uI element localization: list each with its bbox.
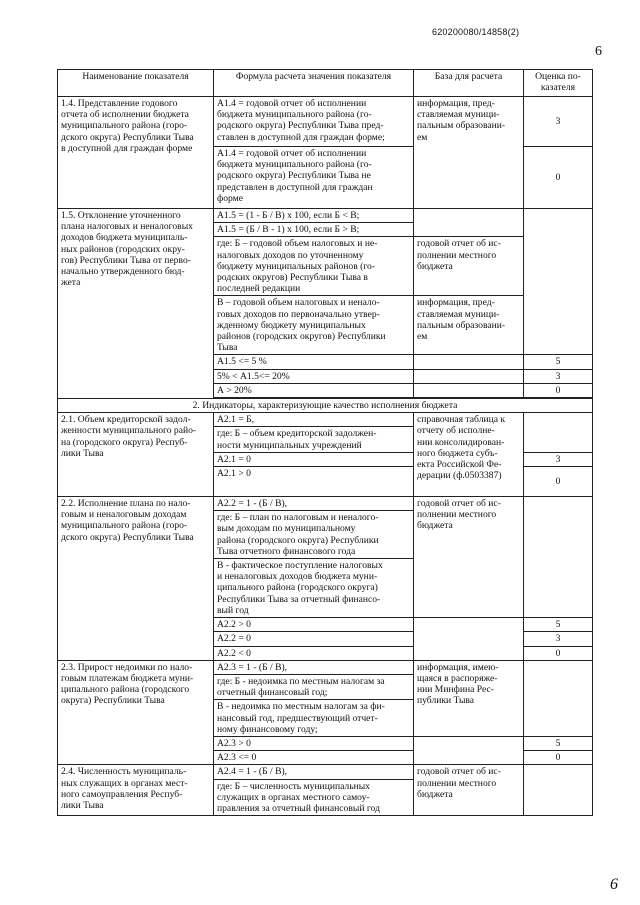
- formula-2-2-v-def: В - фактическое поступление налоговых и неналоговых доходов бюджета муни- ципального района (городского округа) Республики Тыва за отчетный финансо- вый год: [214, 559, 414, 618]
- table-row: [58, 765, 593, 779]
- formula-1-5-case2: А1.5 = (Б / В - 1) х 100, если Б > В;: [214, 223, 414, 237]
- section-row: [58, 399, 593, 413]
- condition-1-5-b: 5% < А1.5<= 20%: [214, 369, 414, 383]
- score-2-1-a: 3: [524, 452, 593, 466]
- indicator-2-1-name: 2.1. Объем кредиторской задол- женности муниципального райо- на (городского округа) Респуб- лики Тыва: [58, 413, 214, 497]
- base-2-3: информация, имею- щаяся в распоряже- нии Минфина Рес- публики Тыва: [414, 660, 524, 736]
- base-1-4: информация, пред- ставляемая муници- пальным образовани- ем: [414, 97, 524, 209]
- score-2-2-a: 5: [524, 618, 593, 632]
- base-2-2: годовой отчет об ис- полнении местного бюджета: [414, 497, 524, 618]
- formula-2-3-b-def: где: Б - недоимка по местным налогам за отчетный финансовый год;: [214, 674, 414, 699]
- empty-cell: [524, 413, 593, 453]
- score-2-3-b: 0: [524, 751, 593, 765]
- formula-1-4-presented: А1.4 = годовой отчет об исполнении бюджета муниципального района (го- родского округа) Республики Тыва пред- ставлен в доступной для граждан форме;: [214, 97, 414, 147]
- condition-2-3-a: А2.3 > 0: [214, 736, 414, 750]
- table-row: [58, 497, 593, 511]
- score-1-4-a: 3: [524, 97, 593, 147]
- formula-2-2: А2.2 = 1 - (Б / В),: [214, 497, 414, 511]
- table-row: [58, 97, 593, 147]
- base-2-4: годовой отчет об ис- полнении местного бюджета: [414, 765, 524, 816]
- formula-2-1: А2.1 = Б,: [214, 413, 414, 427]
- indicator-1-5-name: 1.5. Отклонение уточненного плана налоговых и неналоговых доходов бюджета муниципаль- ных районов (городских окру- гов) Республики Тыва от перво- начально утвержденного бюд- жета: [58, 209, 214, 399]
- indicator-2-4-name: 2.4. Численность муниципаль- ных служащих в органах мест- ного самоуправления Респуб- лики Тыва: [58, 765, 214, 816]
- condition-1-5-a: А1.5 <= 5 %: [214, 355, 414, 369]
- table-header-row: [58, 70, 593, 97]
- score-1-5-b: 3: [524, 369, 593, 383]
- score-1-5-a: 5: [524, 355, 593, 369]
- condition-2-1-a: А2.1 = 0: [214, 452, 414, 466]
- empty-cell: [524, 765, 593, 816]
- document-number: 620200080/14858(2): [432, 27, 520, 37]
- header-indicator-name: Наименование показателя: [58, 70, 214, 97]
- page-number: 6: [595, 44, 602, 59]
- handwritten-page-mark: 6: [610, 876, 618, 893]
- score-1-4-b: 0: [524, 147, 593, 209]
- empty-cell: [414, 618, 524, 661]
- score-2-2-b: 3: [524, 632, 593, 646]
- table-row: [58, 660, 593, 674]
- table-row: [58, 209, 593, 223]
- score-2-3-a: 5: [524, 736, 593, 750]
- formula-1-5-v-def: В – годовой объем налоговых и ненало- говых доходов по первоначально утвер- жденному бюджету муниципальных районов (городских округов) Республики Тыва: [214, 296, 414, 355]
- condition-2-2-a: А2.2 > 0: [214, 618, 414, 632]
- condition-2-2-b: А2.2 = 0: [214, 632, 414, 646]
- formula-2-1-b-def: где: Б – объем кредиторской задолжен- ности муниципальных учреждений: [214, 427, 414, 452]
- table-row: [58, 413, 593, 427]
- formula-2-3-v-def: В - недоимка по местным налогам за фи- нансовый год, предшествующий отчет- ному финансовому году;: [214, 700, 414, 737]
- condition-2-2-c: А2.2 < 0: [214, 646, 414, 660]
- empty-cell: [524, 497, 593, 618]
- header-formula: Формула расчета значения показателя: [214, 70, 414, 97]
- empty-cell: [414, 369, 524, 383]
- section-2-title: 2. Индикаторы, характеризующие качество исполнения бюджета: [58, 399, 593, 413]
- base-1-5-municipal-info: информация, пред- ставляемая муници- пальным образовани- ем: [414, 296, 524, 355]
- condition-1-5-c: А > 20%: [214, 383, 414, 397]
- score-1-5-c: 0: [524, 383, 593, 397]
- empty-cell: [524, 209, 593, 355]
- empty-cell: [414, 736, 524, 764]
- formula-1-5-case1: А1.5 = (1 - Б / В) х 100, если Б < В;: [214, 209, 414, 223]
- header-base: База для расчета: [414, 70, 524, 97]
- indicator-2-2-name: 2.2. Исполнение плана по нало- говым и неналоговым доходам муниципального района (горо- дского округа) Республики Тыва: [58, 497, 214, 661]
- formula-2-4: А2.4 = 1 - (Б / В),: [214, 765, 414, 779]
- empty-cell: [414, 383, 524, 397]
- formula-2-3: А2.3 = 1 - (Б / В),: [214, 660, 414, 674]
- indicators-table: [57, 69, 593, 816]
- formula-1-4-not-presented: А1.4 = годовой отчет об исполнении бюджета муниципального района (го- родского округа) Республики Тыва не представлен в доступной для граждан форме: [214, 147, 414, 209]
- header-score: Оценка по- казателя: [524, 70, 593, 97]
- indicator-1-4-name: 1.4. Представление годового отчета об исполнении бюджета муниципального района (горо- дского округа) Республики Тыва в доступной для граждан форме: [58, 97, 214, 209]
- formula-2-2-b-def: где: Б – план по налоговым и неналого- вым доходам по муниципальному района (городского округа) Республики Тыва отчетного финансового года: [214, 511, 414, 559]
- condition-2-1-b: А2.1 > 0: [214, 467, 414, 497]
- empty-cell: [414, 355, 524, 369]
- condition-2-3-b: А2.3 <= 0: [214, 751, 414, 765]
- formula-2-4-b-def: где: Б – численность муниципальных служащих в органах местного самоу- правления за отчетный финансовый год: [214, 779, 414, 816]
- indicator-2-3-name: 2.3. Прирост недоимки по нало- говым платежам бюджета муни- ципального района (городского округа) Республики Тыва: [58, 660, 214, 765]
- empty-cell: [524, 660, 593, 736]
- score-2-1-b: 0: [524, 467, 593, 497]
- score-2-2-c: 0: [524, 646, 593, 660]
- formula-1-5-b-def: где: Б – годовой объем налоговых и не- налоговых доходов по уточненному бюджету муниципальных районов (го- родских округов) Республики Тыва в последней редакции: [214, 237, 414, 296]
- empty-cell: [414, 209, 524, 237]
- base-2-1: справочная таблица к отчету об исполне- нии консолидирован- ного бюджета субъ- екта Российской Фе- дерации (ф.0503387): [414, 413, 524, 497]
- base-1-5-annual-report: годовой отчет об ис- полнении местного бюджета: [414, 237, 524, 296]
